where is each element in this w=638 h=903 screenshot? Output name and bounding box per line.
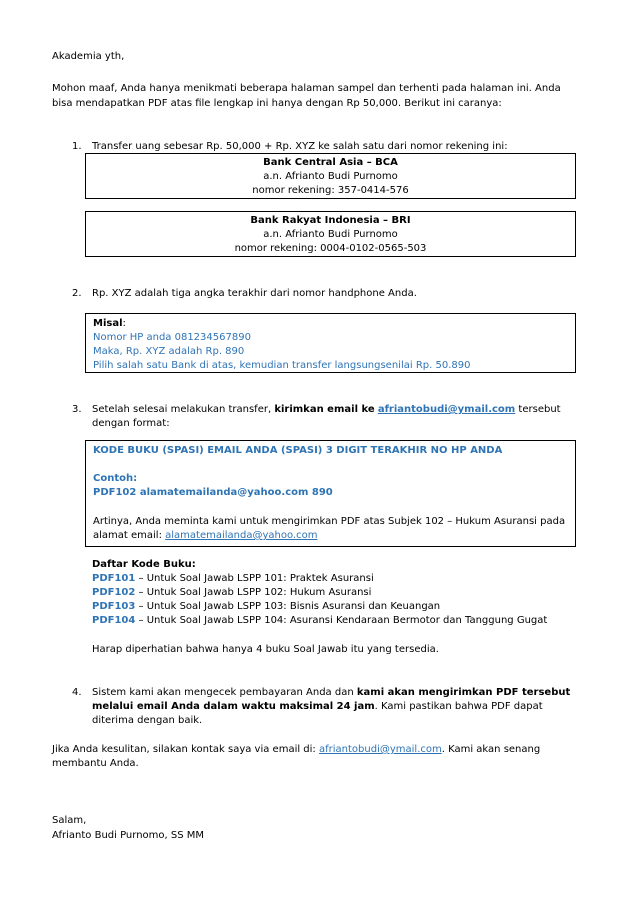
- artinya-line-2: [93, 529, 317, 542]
- help-line-2: membantu Anda.: [52, 758, 139, 769]
- example-box: [85, 313, 576, 373]
- book-desc: – Untuk Soal Jawab LSPP 104: Asuransi Kendaraan Bermotor dan Tanggung Gugat: [135, 615, 548, 626]
- book-code: PDF104: [92, 615, 136, 626]
- format-box: [85, 440, 576, 547]
- step-4-line-1: [92, 686, 570, 699]
- example-line-2: Maka, Rp. XYZ adalah Rp. 890: [93, 346, 245, 357]
- book-code: PDF102: [92, 587, 136, 598]
- book-desc: – Untuk Soal Jawab LSPP 101: Praktek Asuransi: [135, 573, 374, 584]
- book-code: PDF101: [92, 573, 136, 584]
- help-prefix: Jika Anda kesulitan, silakan kontak saya via email di:: [52, 744, 316, 755]
- step-4-bold-2: melalui email Anda dalam waktu maksimal 24 jam: [92, 701, 375, 712]
- intro-line-2: bisa mendapatkan PDF atas file lengkap ini hanya dengan Rp 50,000. Berikut ini caranya:: [52, 98, 502, 109]
- step-2-number: 2.: [72, 288, 82, 299]
- example-colon: :: [122, 318, 126, 329]
- step-3-text-bold: kirimkan email ke: [274, 404, 375, 415]
- artinya-email-link[interactable]: alamatemailanda@yahoo.com: [165, 530, 318, 541]
- step-1-number: 1.: [72, 141, 82, 152]
- availability-note: Harap diperhatian bahwa hanya 4 buku Soal Jawab itu yang tersedia.: [92, 644, 439, 655]
- example-label: Misal: [93, 318, 123, 329]
- artinya-line-1: Artinya, Anda meminta kami untuk mengirimkan PDF atas Subjek 102 – Hukum Asuransi pada: [93, 516, 566, 527]
- bank-account: nomor rekening: 0004-0102-0565-503: [234, 243, 427, 254]
- step-2-text: Rp. XYZ adalah tiga angka terakhir dari nomor handphone Anda.: [92, 288, 417, 299]
- bank-holder: a.n. Afrianto Budi Purnomo: [263, 229, 398, 240]
- step-3-line-1: [92, 403, 561, 416]
- example-line-1: Nomor HP anda 081234567890: [93, 332, 251, 343]
- step-3-text-before: Setelah selesai melakukan transfer,: [92, 404, 272, 415]
- book-desc: – Untuk Soal Jawab LSPP 102: Hukum Asuransi: [135, 587, 372, 598]
- step-4-line-2: [92, 700, 543, 713]
- step-4-number: 4.: [72, 687, 82, 698]
- artinya-prefix: alamat email:: [93, 530, 162, 541]
- contoh-label: Contoh:: [93, 473, 138, 484]
- example-label-line: [93, 317, 126, 330]
- format-text: KODE BUKU (SPASI) EMAIL ANDA (SPASI) 3 DIGIT TERAKHIR NO HP ANDA: [93, 445, 503, 456]
- book-item: [92, 600, 440, 613]
- book-code: PDF103: [92, 601, 136, 612]
- step-3-line-2: dengan format:: [92, 418, 170, 429]
- bank-name: Bank Rakyat Indonesia – BRI: [250, 215, 411, 226]
- step-4-bold: kami akan mengirimkan PDF tersebut: [356, 687, 571, 698]
- step-4-plain: Sistem kami akan mengecek pembayaran Anda dan: [92, 687, 354, 698]
- help-suffix: . Kami akan senang: [441, 744, 541, 755]
- book-item: [92, 586, 371, 599]
- bank-name: Bank Central Asia – BCA: [263, 157, 398, 168]
- email-link[interactable]: afriantobudi@ymail.com: [377, 404, 516, 415]
- step-3-text-after: tersebut: [518, 404, 561, 415]
- help-line-1: [52, 743, 540, 756]
- bank-box-bca: [85, 153, 576, 199]
- book-item: [92, 572, 374, 585]
- step-4-line-3: diterima dengan baik.: [92, 715, 203, 726]
- daftar-label: Daftar Kode Buku:: [92, 559, 196, 570]
- book-desc: – Untuk Soal Jawab LSPP 103: Bisnis Asuransi dan Keuangan: [135, 601, 441, 612]
- book-item: [92, 614, 547, 627]
- step-3-number: 3.: [72, 404, 82, 415]
- signature: Afrianto Budi Purnomo, SS MM: [52, 830, 205, 841]
- bank-box-bri: [85, 211, 576, 257]
- step-1-text: Transfer uang sebesar Rp. 50,000 + Rp. XYZ ke salah satu dari nomor rekening ini:: [92, 141, 508, 152]
- bank-account: nomor rekening: 357-0414-576: [252, 185, 409, 196]
- example-line-3: Pilih salah satu Bank di atas, kemudian transfer langsungsenilai Rp. 50.890: [93, 360, 471, 371]
- greeting: Akademia yth,: [52, 51, 125, 62]
- intro-line-1: Mohon maaf, Anda hanya menikmati beberapa halaman sampel dan terhenti pada halaman ini. Anda: [52, 83, 561, 94]
- closing: Salam,: [52, 815, 87, 826]
- contoh-value: PDF102 alamatemailanda@yahoo.com 890: [93, 487, 333, 498]
- bank-holder: a.n. Afrianto Budi Purnomo: [263, 171, 398, 182]
- step-4-plain-2: . Kami pastikan bahwa PDF dapat: [374, 701, 543, 712]
- help-email-link[interactable]: afriantobudi@ymail.com: [319, 744, 442, 755]
